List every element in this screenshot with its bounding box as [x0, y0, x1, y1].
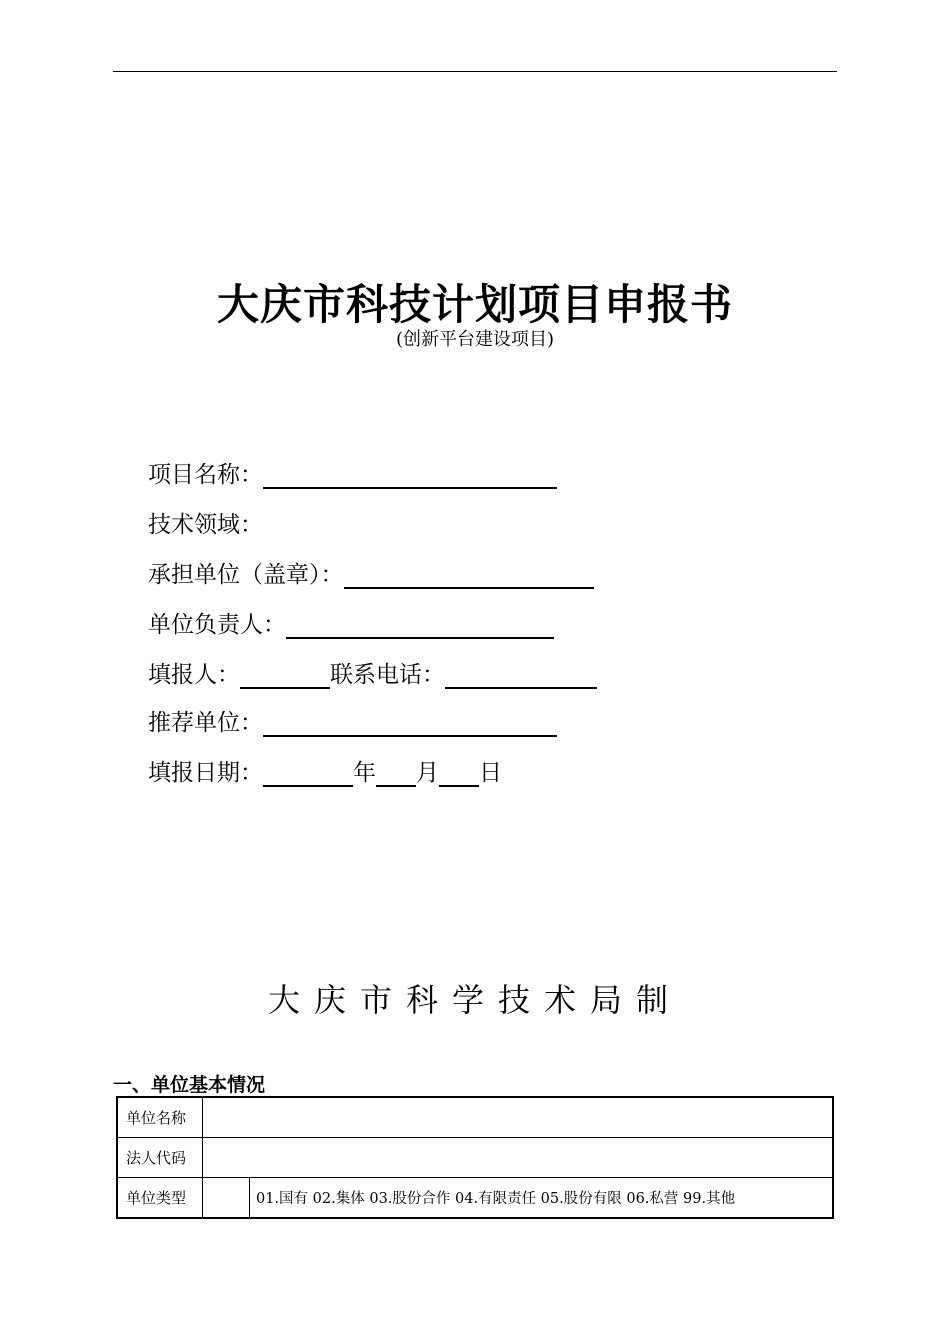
day-blank[interactable]	[439, 759, 479, 787]
field-label: 推荐单位：	[148, 710, 263, 736]
table-row	[117, 1178, 833, 1219]
field-label: 项目名称：	[148, 462, 263, 488]
phone-blank[interactable]	[445, 661, 597, 689]
field-project-name	[148, 457, 557, 489]
field-label: 技术领域：	[148, 512, 263, 538]
legal-code-value[interactable]	[203, 1138, 834, 1178]
issuer: 大庆市科学技术局制	[267, 981, 682, 1019]
document-title: 大庆市科技计划项目申报书	[216, 280, 733, 329]
field-label: 联系电话：	[330, 662, 445, 688]
field-undertaking-unit	[148, 557, 594, 589]
day-label: 日	[479, 760, 502, 786]
field-tech-field	[148, 507, 263, 539]
field-applicant-phone	[148, 657, 597, 689]
project-name-blank[interactable]	[263, 461, 557, 489]
unit-name-label: 单位名称	[117, 1097, 203, 1138]
field-fill-date	[148, 755, 502, 787]
month-blank[interactable]	[376, 759, 416, 787]
unit-type-label: 单位类型	[117, 1178, 203, 1219]
field-unit-leader	[148, 607, 554, 639]
section-title: 一、单位基本情况	[113, 1074, 266, 1096]
applicant-blank[interactable]	[240, 661, 330, 689]
recommending-unit-blank[interactable]	[263, 709, 557, 737]
table-row	[117, 1097, 833, 1138]
field-label: 承担单位（盖章）：	[148, 562, 344, 588]
table-row	[117, 1138, 833, 1178]
unit-info-table	[116, 1096, 834, 1219]
undertaking-unit-blank[interactable]	[344, 561, 594, 589]
document-subtitle: (创新平台建设项目)	[395, 329, 555, 350]
field-recommending-unit	[148, 705, 557, 737]
month-label: 月	[416, 760, 439, 786]
legal-code-label: 法人代码	[117, 1138, 203, 1178]
header-rule	[113, 71, 837, 72]
unit-type-code-box[interactable]	[203, 1178, 250, 1219]
unit-name-value[interactable]	[203, 1097, 834, 1138]
year-blank[interactable]	[263, 759, 353, 787]
field-label: 单位负责人：	[148, 612, 286, 638]
field-label: 填报人：	[148, 662, 240, 688]
unit-leader-blank[interactable]	[286, 611, 554, 639]
unit-type-options: 01.国有 02.集体 03.股份合作 04.有限责任 05.股份有限 06.私营 99.其他	[250, 1178, 834, 1219]
year-label: 年	[353, 760, 376, 786]
field-label: 填报日期：	[148, 760, 263, 786]
